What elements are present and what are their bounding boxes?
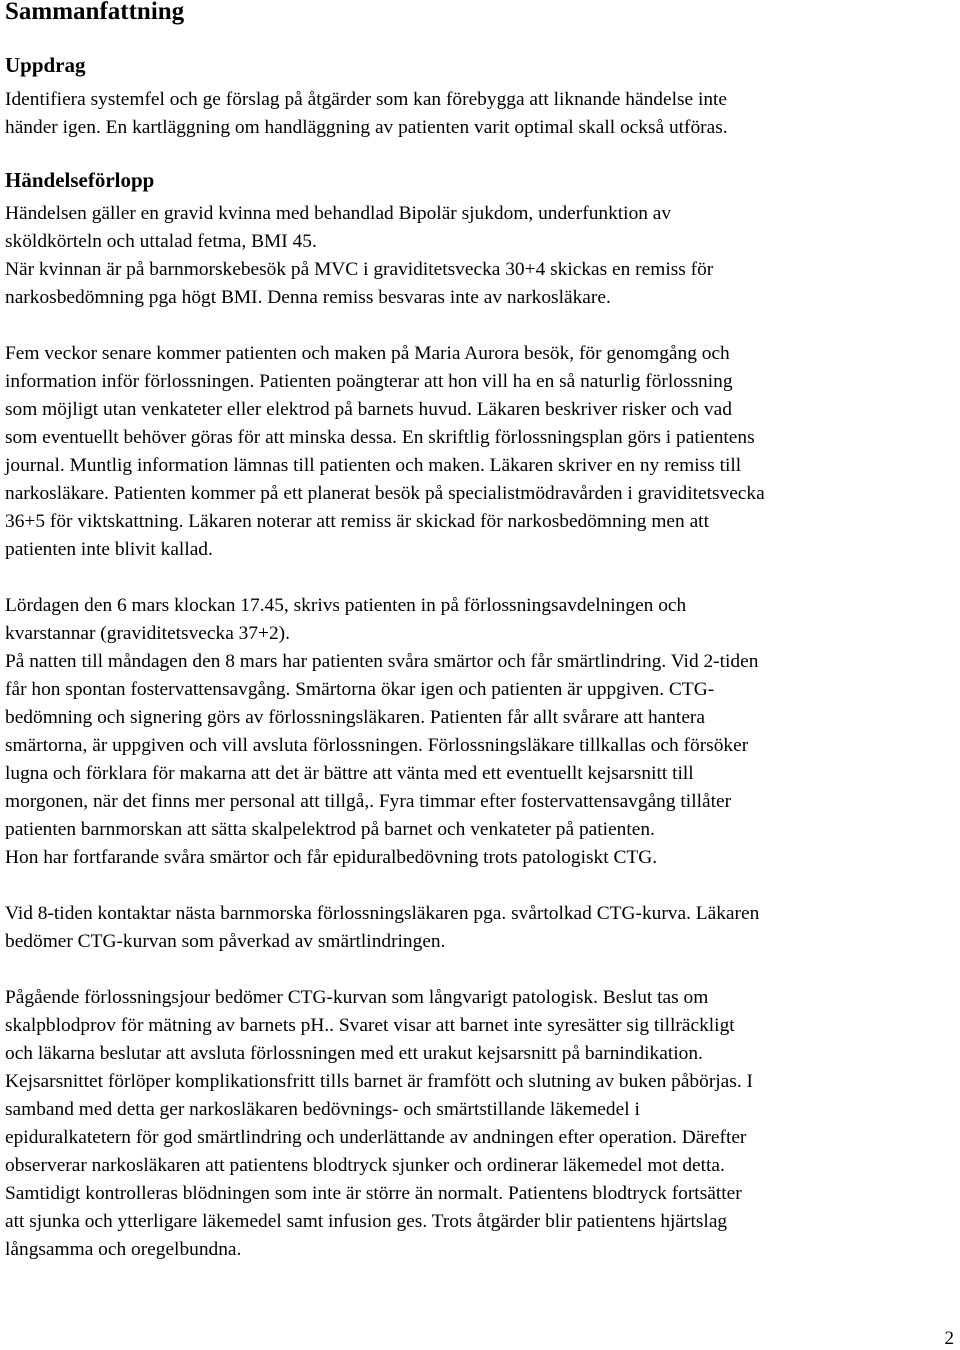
handelseforlopp-text-line: epiduralkatetern för god smärtlindring och underlättande av andningen efter operation. Därefter [5, 1127, 747, 1148]
handelseforlopp-text-line: som eventuellt behöver göras för att minska dessa. En skriftlig förlossningsplan görs i patientens [5, 427, 755, 448]
page-number: 2 [944, 1328, 954, 1349]
handelseforlopp-text-line: narkosläkare. Patienten kommer på ett planerat besök på specialistmödravården i graviditetsvecka [5, 483, 765, 504]
handelseforlopp-text-line: morgonen, när det finns mer personal att tillgå,. Fyra timmar efter fostervattensavgång tillåter [5, 791, 732, 812]
handelseforlopp-text-line: Samtidigt kontrolleras blödningen som inte är större än normalt. Patientens blodtryck fortsätter [5, 1183, 742, 1204]
handelseforlopp-text-line: Hon har fortfarande svåra smärtor och får epiduralbedövning trots patologiskt CTG. [5, 847, 658, 868]
handelseforlopp-text-line: Pågående förlossningsjour bedömer CTG-kurvan som långvarigt patologisk. Beslut tas om [5, 987, 709, 1008]
handelseforlopp-text-line: information inför förlossningen. Patienten poängterar att hon vill ha en så naturlig förlossning [5, 371, 733, 392]
handelseforlopp-text-line: bedömer CTG-kurvan som påverkad av smärtlindringen. [5, 931, 446, 952]
handelseforlopp-text-line: bedömning och signering görs av förlossningsläkaren. Patienten får allt svårare att hantera [5, 707, 705, 728]
handelseforlopp-text-line: journal. Muntlig information lämnas till patienten och maken. Läkaren skriver en ny remiss till [5, 455, 742, 476]
handelseforlopp-text-line: patienten barnmorskan att sätta skalpelektrod på barnet och venkateter på patienten. [5, 819, 655, 840]
document-title: Sammanfattning [5, 0, 185, 25]
section-heading-uppdrag: Uppdrag [5, 53, 86, 77]
handelseforlopp-text-line: samband med detta ger narkosläkaren bedövnings- och smärtstillande läkemedel i [5, 1099, 640, 1120]
handelseforlopp-text-line: Kejsarsnittet förlöper komplikationsfritt tills barnet är framfött och slutning av buken påbörjas. I [5, 1071, 753, 1092]
handelseforlopp-text-line: När kvinnan är på barnmorskebesök på MVC i graviditetsvecka 30+4 skickas en remiss för [5, 259, 714, 280]
handelseforlopp-text-line: och läkarna beslutar att avsluta förlossningen med ett urakut kejsarsnitt på barnindikation. [5, 1043, 703, 1064]
handelseforlopp-text-line: Händelsen gäller en gravid kvinna med behandlad Bipolär sjukdom, underfunktion av [5, 203, 672, 224]
handelseforlopp-text-line: narkosbedömning pga högt BMI. Denna remiss besvaras inte av narkosläkare. [5, 287, 611, 308]
handelseforlopp-text-line: skalpblodprov för mätning av barnets pH.. Svaret visar att barnet inte syresätter sig tillräckligt [5, 1015, 735, 1036]
handelseforlopp-text-line: sköldkörteln och uttalad fetma, BMI 45. [5, 231, 317, 252]
handelseforlopp-text-line: kvarstannar (graviditetsvecka 37+2). [5, 623, 290, 644]
handelseforlopp-text-line: som möjligt utan venkateter eller elektrod på barnets huvud. Läkaren beskriver risker och vad [5, 399, 732, 420]
uppdrag-text-line: Identifiera systemfel och ge förslag på åtgärder som kan förebygga att liknande händelse inte [5, 89, 728, 110]
handelseforlopp-text-line: att sjunka och ytterligare läkemedel samt infusion ges. Trots åtgärder blir patientens hjärtslag [5, 1211, 728, 1232]
handelseforlopp-text-line: observerar narkosläkaren att patientens blodtryck sjunker och ordinerar läkemedel mot detta. [5, 1155, 725, 1176]
handelseforlopp-text-line: patienten inte blivit kallad. [5, 539, 213, 560]
section-heading-handelseforlopp: Händelseförlopp [5, 168, 155, 192]
handelseforlopp-text-line: långsamma och oregelbundna. [5, 1239, 242, 1260]
handelseforlopp-text-line: På natten till måndagen den 8 mars har patienten svåra smärtor och får smärtlindring. Vid 2-tiden [5, 651, 759, 672]
handelseforlopp-text-line: smärtorna, är uppgiven och vill avsluta förlossningen. Förlossningsläkare tillkallas och försöker [5, 735, 749, 756]
uppdrag-text-line: händer igen. En kartläggning om handläggning av patienten varit optimal skall också utföras. [5, 117, 728, 138]
handelseforlopp-text-line: Lördagen den 6 mars klockan 17.45, skrivs patienten in på förlossningsavdelningen och [5, 595, 687, 616]
handelseforlopp-text-line: 36+5 för viktskattning. Läkaren noterar att remiss är skickad för narkosbedömning men att [5, 511, 709, 532]
handelseforlopp-text-line: Fem veckor senare kommer patienten och maken på Maria Aurora besök, för genomgång och [5, 343, 730, 364]
handelseforlopp-text-line: får hon spontan fostervattensavgång. Smärtorna ökar igen och patienten är uppgiven. CTG- [5, 679, 715, 700]
handelseforlopp-text-line: lugna och förklara för makarna att det är bättre att vänta med ett eventuellt kejsarsnitt till [5, 763, 694, 784]
handelseforlopp-text-line: Vid 8-tiden kontaktar nästa barnmorska förlossningsläkaren pga. svårtolkad CTG-kurva. Läkaren [5, 903, 760, 924]
